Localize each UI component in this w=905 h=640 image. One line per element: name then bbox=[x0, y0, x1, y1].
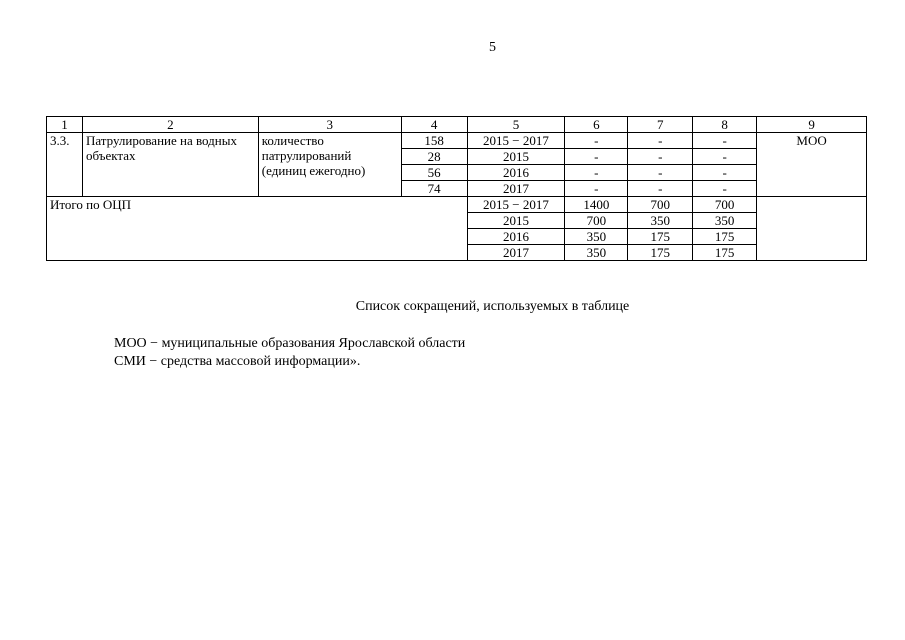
total-funding-col7: 700 bbox=[628, 197, 693, 213]
total-funding-total: 350 bbox=[565, 245, 628, 261]
page-number: 5 bbox=[489, 40, 496, 55]
header-cell-8: 8 bbox=[693, 117, 757, 133]
total-label: Итого по ОЦП bbox=[47, 197, 468, 261]
total-funding-col8: 175 bbox=[693, 245, 757, 261]
funding-col8: - bbox=[693, 133, 757, 149]
abbreviations-title: Список сокращений, используемых в таблице bbox=[355, 299, 630, 314]
total-period: 2017 bbox=[467, 245, 565, 261]
total-funding-col8: 700 bbox=[693, 197, 757, 213]
header-cell-2: 2 bbox=[82, 117, 258, 133]
header-cell-6: 6 bbox=[565, 117, 628, 133]
header-row bbox=[47, 117, 867, 133]
table-row bbox=[47, 133, 867, 149]
funding-col8: - bbox=[693, 181, 757, 197]
total-funding-total: 350 bbox=[565, 229, 628, 245]
program-table bbox=[46, 116, 867, 261]
funding-col7: - bbox=[628, 165, 693, 181]
total-funding-total: 1400 bbox=[565, 197, 628, 213]
header-cell-7: 7 bbox=[628, 117, 693, 133]
funding-col8: - bbox=[693, 165, 757, 181]
header-cell-3: 3 bbox=[258, 117, 401, 133]
funding-total: - bbox=[565, 181, 628, 197]
total-funding-total: 700 bbox=[565, 213, 628, 229]
period: 2017 bbox=[467, 181, 565, 197]
header-cell-4: 4 bbox=[401, 117, 467, 133]
header-cell-5: 5 bbox=[467, 117, 565, 133]
executor: МОО bbox=[757, 133, 867, 197]
header-cell-1: 1 bbox=[47, 117, 83, 133]
funding-col7: - bbox=[628, 149, 693, 165]
period: 2016 bbox=[467, 165, 565, 181]
funding-total: - bbox=[565, 149, 628, 165]
funding-total: - bbox=[565, 165, 628, 181]
period: 2015 − 2017 bbox=[467, 133, 565, 149]
indicator-name: количество патрулирований (единиц ежегодно) bbox=[258, 133, 401, 197]
activity-name: Патрулирование на водных объектах bbox=[82, 133, 258, 197]
funding-col7: - bbox=[628, 181, 693, 197]
indicator-value: 74 bbox=[401, 181, 467, 197]
total-row bbox=[47, 197, 867, 213]
row-number: 3.3. bbox=[47, 133, 83, 197]
total-period: 2015 − 2017 bbox=[467, 197, 565, 213]
abbreviation-item: МОО − муниципальные образования Ярославской области bbox=[114, 336, 466, 351]
funding-total: - bbox=[565, 133, 628, 149]
total-executor-empty bbox=[757, 197, 867, 261]
total-funding-col8: 350 bbox=[693, 213, 757, 229]
abbreviations-list bbox=[114, 335, 465, 371]
indicator-value: 56 bbox=[401, 165, 467, 181]
total-funding-col7: 175 bbox=[628, 229, 693, 245]
indicator-value: 158 bbox=[401, 133, 467, 149]
funding-col7: - bbox=[628, 133, 693, 149]
period: 2015 bbox=[467, 149, 565, 165]
total-funding-col7: 350 bbox=[628, 213, 693, 229]
indicator-value: 28 bbox=[401, 149, 467, 165]
total-period: 2016 bbox=[467, 229, 565, 245]
header-cell-9: 9 bbox=[757, 117, 867, 133]
total-funding-col7: 175 bbox=[628, 245, 693, 261]
abbreviation-item: СМИ − средства массовой информации». bbox=[114, 354, 361, 369]
total-funding-col8: 175 bbox=[693, 229, 757, 245]
funding-col8: - bbox=[693, 149, 757, 165]
total-period: 2015 bbox=[467, 213, 565, 229]
